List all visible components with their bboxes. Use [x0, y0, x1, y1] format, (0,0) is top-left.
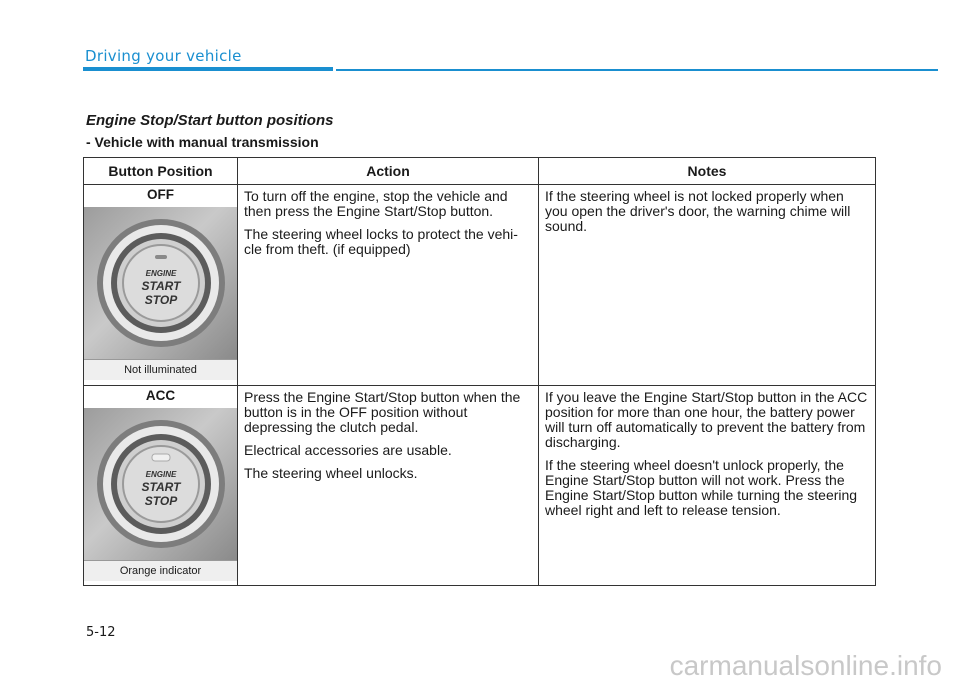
button-positions-table	[83, 157, 876, 586]
page-number: 5-12	[86, 625, 116, 640]
button-text-start: START	[141, 279, 181, 293]
column-header-action: Action	[238, 158, 539, 185]
button-text-start: START	[141, 480, 181, 494]
section-title: Driving your vehicle	[85, 47, 242, 65]
position-cell	[84, 185, 238, 386]
table-header-row	[84, 158, 876, 185]
action-text: Electrical accessories are usable.	[244, 442, 452, 458]
button-text-stop: STOP	[144, 293, 178, 307]
image-caption: Not illuminated	[84, 359, 237, 380]
notes-text: If the steering wheel doesn't unlock properly, the Engine Start/Stop button will not work. Press the Engine Start/Stop button while turning the steering wheel right and left to release tension.	[545, 457, 858, 518]
watermark: carmanualsonline.info	[669, 650, 942, 681]
engine-button-image	[84, 207, 237, 359]
column-header-notes: Notes	[539, 158, 876, 185]
notes-text: If the steering wheel is not locked properly when you open the driver's door, the warning chime will sound.	[545, 188, 851, 234]
table-row	[84, 185, 876, 386]
indicator-light-icon	[152, 454, 170, 461]
button-text-stop: STOP	[144, 494, 178, 508]
position-label: OFF	[147, 187, 174, 202]
page-heading: Engine Stop/Start button positions	[86, 112, 334, 129]
table-row	[84, 386, 876, 586]
position-label: ACC	[145, 388, 176, 403]
action-text: The steering wheel unlocks.	[244, 465, 418, 481]
engine-button-image	[84, 408, 237, 560]
notes-cell	[539, 386, 876, 586]
start-stop-button-icon	[84, 207, 237, 359]
action-text: The steering wheel locks to protect the vehi-cle from theft. (if equipped)	[244, 226, 518, 257]
page-subheading: - Vehicle with manual transmission	[86, 134, 319, 150]
button-text-engine: ENGINE	[145, 269, 177, 278]
notes-cell	[539, 185, 876, 386]
action-cell	[238, 386, 539, 586]
image-caption: Orange indicator	[84, 560, 237, 581]
button-text-engine: ENGINE	[145, 470, 177, 479]
action-text: To turn off the engine, stop the vehicle and then press the Engine Start/Stop button.	[244, 188, 508, 219]
position-cell	[84, 386, 238, 586]
action-text: Press the Engine Start/Stop button when the button is in the OFF position without depressing the clutch pedal.	[244, 389, 521, 435]
start-stop-button-icon	[84, 408, 237, 560]
header-rule-thin	[336, 69, 938, 71]
action-cell	[238, 185, 539, 386]
column-header-position: Button Position	[84, 158, 238, 185]
notes-text: If you leave the Engine Start/Stop button in the ACC position for more than one hour, the battery power will turn off automatically to prevent the battery from discharging.	[545, 389, 868, 450]
header-rule-thick	[83, 67, 333, 71]
